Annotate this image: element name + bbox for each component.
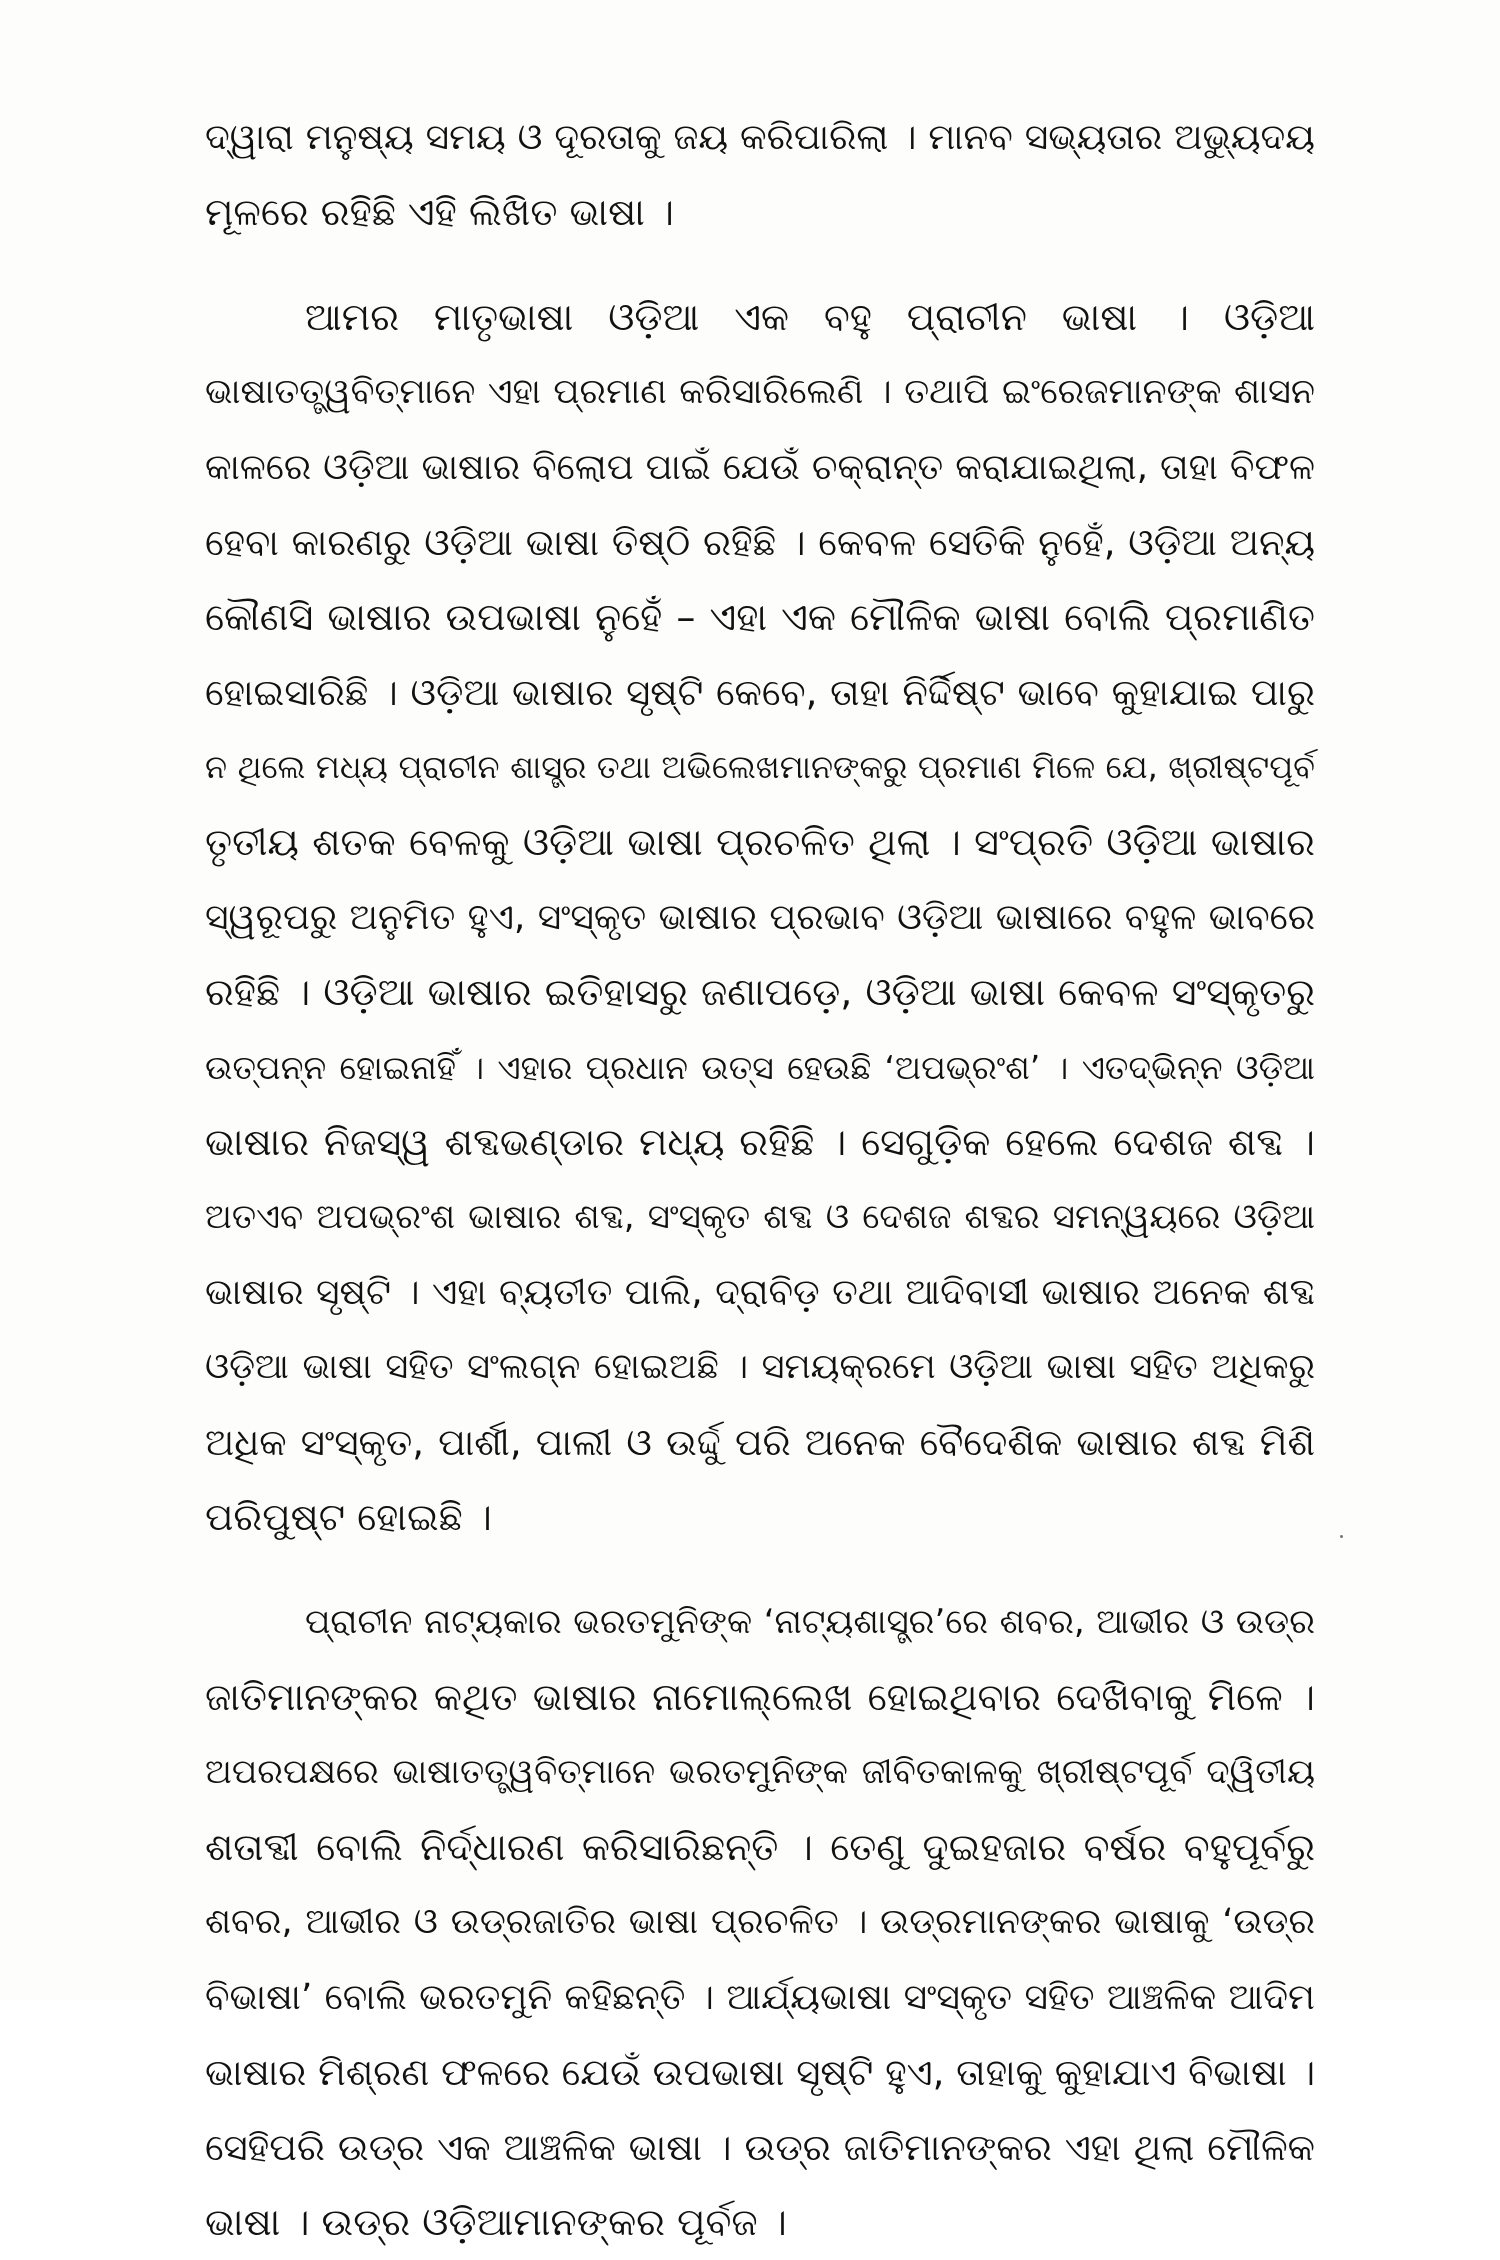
text-line: ତୃତୀୟ ଶତକ ବେଳକୁ ଓଡ଼ିଆ ଭାଷା ପ୍ରଚଳିତ ଥିଲା । ସଂପ୍ରତି ଓଡ଼ିଆ ଭାଷାର [205,820,1315,864]
text-line: ଦ୍ୱାରା ମନୁଷ୍ୟ ସମୟ ଓ ଦୂରତାକୁ ଜୟ କରିପାରିଲା । ମାନବ ସଭ୍ୟତାର ଅଭ୍ୟୁଦୟ [205,117,1315,158]
text-line: ଆମର ମାତୃଭାଷା ଓଡ଼ିଆ ଏକ ବହୁ ପ୍ରାଚୀନ ଭାଷା । ଓଡ଼ିଆ [305,295,1315,339]
text-line: ଭାଷା । ଉଡ୍ର ଓଡ଼ିଆମାନଙ୍କର ପୂର୍ବଜ । [205,2200,787,2244]
text-line: ରହିଛି । ଓଡ଼ିଆ ଭାଷାର ଇତିହାସରୁ ଜଣାପଡ଼େ, ଓଡ଼ିଆ ଭାଷା କେବଳ ସଂସ୍କୃତରୁ [205,970,1315,1014]
text-line: ଶବର, ଆଭୀର ଓ ଉଡ୍ରଜାତିର ଭାଷା ପ୍ରଚଳିତ । ଉଡ୍ରମାନଙ୍କର ଭାଷାକୁ ‘ଉଡ୍ର [205,1902,1315,1942]
text-line: ହୋଇସାରିଛି । ଓଡ଼ିଆ ଭାଷାର ସୃଷ୍ଟି କେବେ, ତାହା ନିର୍ଦ୍ଦିଷ୍ଟ ଭାବେ କୁହାଯାଇ ପାରୁ [205,671,1315,714]
paragraph-gap [205,250,1315,280]
text-line: ଅଧିକ ସଂସ୍କୃତ, ପାର୍ଶୀ, ପାଲୀ ଓ ଉର୍ଦ୍ଦୁ ପରି ଅନେକ ବୈଦେଶିକ ଭାଷାର ଶବ୍ଦ ମିଶି [205,1421,1315,1464]
paragraph [205,280,1315,1555]
text-line: ଉତ୍ପନ୍ନ ହୋଇନାହିଁ । ଏହାର ପ୍ରଧାନ ଉତ୍ସ ହେଉଛି ‘ଅପଭ୍ରଂଶ’ । ଏତଦ୍‌ଭିନ୍ନ ଓଡ଼ିଆ [205,1048,1315,1087]
text-line: ଅତଏବ ଅପଭ୍ରଂଶ ଭାଷାର ଶବ୍ଦ, ସଂସ୍କୃତ ଶବ୍ଦ ଓ ଦେଶଜ ଶବ୍ଦର ସମନ୍ୱୟରେ ଓଡ଼ିଆ [205,1197,1315,1237]
body-text [205,100,1315,2260]
paragraph [205,100,1315,250]
text-line: ହେବା କାରଣରୁ ଓଡ଼ିଆ ଭାଷା ତିଷ୍ଠି ରହିଛି । କେବଳ ସେତିକି ନୁହେଁ, ଓଡ଼ିଆ ଅନ୍ୟ [205,521,1315,564]
text-line: ଶତାବ୍ଦୀ ବୋଲି ନିର୍ଦ୍ଧାରଣ କରିସାରିଛନ୍ତି । ତେଣୁ ଦୁଇହଜାର ବର୍ଷର ବହୁପୂର୍ବରୁ [205,1825,1315,1869]
text-line: ଭାଷାର ସୃଷ୍ଟି । ଏହା ବ୍ୟତୀତ ପାଲି, ଦ୍ରାବିଡ଼ ତଥା ଆଦିବାସୀ ଭାଷାର ଅନେକ ଶବ୍ଦ [205,1272,1315,1313]
text-line: ଓଡ଼ିଆ ଭାଷା ସହିତ ସଂଲଗ୍ନ ହୋଇଅଛି । ସମୟକ୍ରମେ ଓଡ଼ିଆ ଭାଷା ସହିତ ଅଧିକରୁ [205,1347,1315,1387]
text-line: କାଳରେ ଓଡ଼ିଆ ଭାଷାର ବିଲୋପ ପାଇଁ ଯେଉଁ ଚକ୍ରାନ୍ତ କରାଯାଇଥିଲା, ତାହା ବିଫଳ [205,447,1315,488]
text-line: ଭାଷାର ମିଶ୍ରଣ ଫଳରେ ଯେଉଁ ଉପଭାଷା ସୃଷ୍ଟି ହୁଏ, ତାହାକୁ କୁହାଯାଏ ବିଭାଷା । [205,2051,1316,2094]
text-line: ନ ଥିଲେ ମଧ୍ୟ ପ୍ରାଚୀନ ଶାସ୍ତ୍ର ତଥା ଅଭିଲେଖମାନଙ୍କରୁ ପ୍ରମାଣ ମିଳେ ଯେ, ଖ୍ରୀଷ୍ଟପୂର୍ବ [205,748,1315,786]
paragraph-gap [205,1555,1315,1585]
text-line: ପରିପୁଷ୍ଟ ହୋଇଛି । [205,1495,492,1539]
text-line: କୌଣସି ଭାଷାର ଉପଭାଷା ନୁହେଁ – ଏହା ଏକ ମୌଳିକ ଭାଷା ବୋଲି ପ୍ରମାଣିତ [205,595,1315,639]
text-line: ବିଭାଷା’ ବୋଲି ଭରତମୁନି କହିଛନ୍ତି । ଆର୍ଯ୍ୟଭାଷା ସଂସ୍କୃତ ସହିତ ଆଞ୍ଚଳିକ ଆଦିମ [205,1977,1315,2018]
text-line: ମୂଳରେ ରହିଛି ଏହି ଲିଖିତ ଭାଷା । [205,190,674,234]
scan-speck [1340,1535,1343,1538]
text-line: ସେହିପରି ଉଡ୍ର ଏକ ଆଞ୍ଚଳିକ ଭାଷା । ଉଡ୍ର ଜାତିମାନଙ୍କର ଏହା ଥିଲା ମୌଳିକ [205,2126,1315,2169]
text-line: ପ୍ରାଚୀନ ନାଟ୍ୟକାର ଭରତମୁନିଙ୍କ ‘ନାଟ୍ୟଶାସ୍ତ୍ର’ରେ ଶବର, ଆଭୀର ଓ ଉଡ୍ର [305,1602,1315,1642]
text-line: ଅପରପକ୍ଷରେ ଭାଷାତତ୍ତ୍ୱବିତ୍‌ମାନେ ଭରତମୁନିଙ୍କ ଜୀବିତକାଳକୁ ଖ୍ରୀଷ୍ଟପୂର୍ବ ଦ୍ୱିତୀୟ [205,1752,1315,1792]
text-line: ଭାଷାତତ୍ତ୍ୱବିତ୍‌ମାନେ ଏହା ପ୍ରମାଣ କରିସାରିଲେଣି । ତଥାପି ଇଂରେଜମାନଙ୍କ ଶାସନ [205,372,1315,412]
text-line: ସ୍ୱରୂପରୁ ଅନୁମିତ ହୁଏ, ସଂସ୍କୃତ ଭାଷାର ପ୍ରଭାବ ଓଡ଼ିଆ ଭାଷାରେ ବହୁଳ ଭାବରେ [205,897,1315,938]
paragraph [205,1585,1315,2260]
text-line: ଭାଷାର ନିଜସ୍ୱ ଶବ୍ଦଭଣ୍ଡାର ମଧ୍ୟ ରହିଛି । ସେଗୁଡ଼ିକ ହେଲେ ଦେଶଜ ଶବ୍ଦ । [205,1120,1315,1164]
text-line: ଜାତିମାନଙ୍କର କଥିତ ଭାଷାର ନାମୋଲ୍ଲେଖ ହୋଇଥିବାର ଦେଖିବାକୁ ମିଳେ । [205,1675,1315,1719]
